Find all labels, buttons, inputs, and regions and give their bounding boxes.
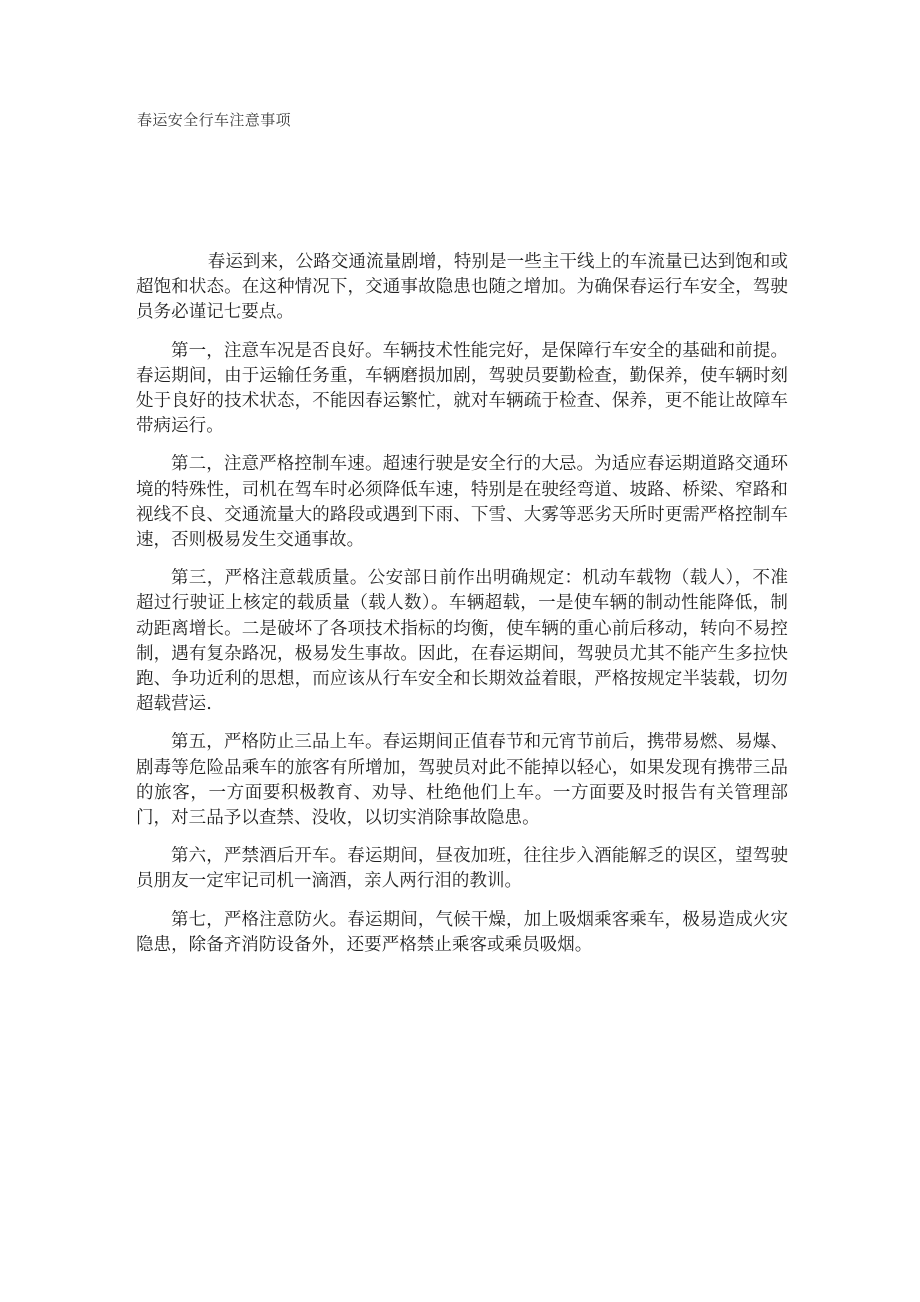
paragraph-point-3: 第三，严格注意载质量。公安部日前作出明确规定：机动车载物（载人），不准超过行驶证上核定的载质量（载人数）。车辆超载，一是使车辆的制动性能降低，制动距离增长。二是破坏了各项技术指标的均衡，使车辆的重心前后移动，转向不易控制，遇有复杂路况，极易发生事故。因此，在春运期间，驾驶员尤其不能产生多拉快跑、争功近利的思想，而应该从行车安全和长期效益着眼，严格按规定半装载，切勿超载营运. [136,568,788,715]
document-body [136,250,788,958]
paragraph-point-5: 第五，严格防止三品上车。春运期间正值春节和元宵节前后，携带易燃、易爆、剧毒等危险品乘车的旅客有所增加，驾驶员对此不能掉以轻心，如果发现有携带三品的旅客，一方面要积极教育、劝导、杜绝他们上车。一方面要及时报告有关管理部门，对三品予以查禁、没收，以切实消除事故隐患。 [136,732,788,829]
paragraph-point-2: 第二，注意严格控制车速。超速行驶是安全行的大忌。为适应春运期道路交通环境的特殊性，司机在驾车时必须降低车速，特别是在驶经弯道、坡路、桥梁、窄路和视线不良、交通流量大的路段或遇到下雨、下雪、大雾等恶劣天所时更需严格控制车速，否则极易发生交通事故。 [136,454,788,551]
paragraph-intro: 春运到来，公路交通流量剧增，特别是一些主干线上的车流量已达到饱和或超饱和状态。在这种情况下，交通事故隐患也随之增加。为确保春运行车安全，驾驶员务必谨记七要点。 [136,252,788,323]
paragraph-point-1: 第一，注意车况是否良好。车辆技术性能完好，是保障行车安全的基础和前提。春运期间，由于运输任务重，车辆磨损加剧，驾驶员要勤检查，勤保养，使车辆时刻处于良好的技术状态，不能因春运繁忙，就对车辆疏于检查、保养，更不能让故障车带病运行。 [136,340,788,437]
paragraph-point-7: 第七，严格注意防火。春运期间，气候干燥，加上吸烟乘客乘车，极易造成火灾隐患，除备齐消防设备外，还要严格禁止乘客或乘员吸烟。 [136,909,788,955]
page-title: 春运安全行车注意事项 [137,112,292,129]
paragraph-point-6: 第六，严禁酒后开车。春运期间，昼夜加班，往往步入酒能解乏的误区，望驾驶员朋友一定牢记司机一滴酒，亲人两行泪的教训。 [136,846,788,892]
